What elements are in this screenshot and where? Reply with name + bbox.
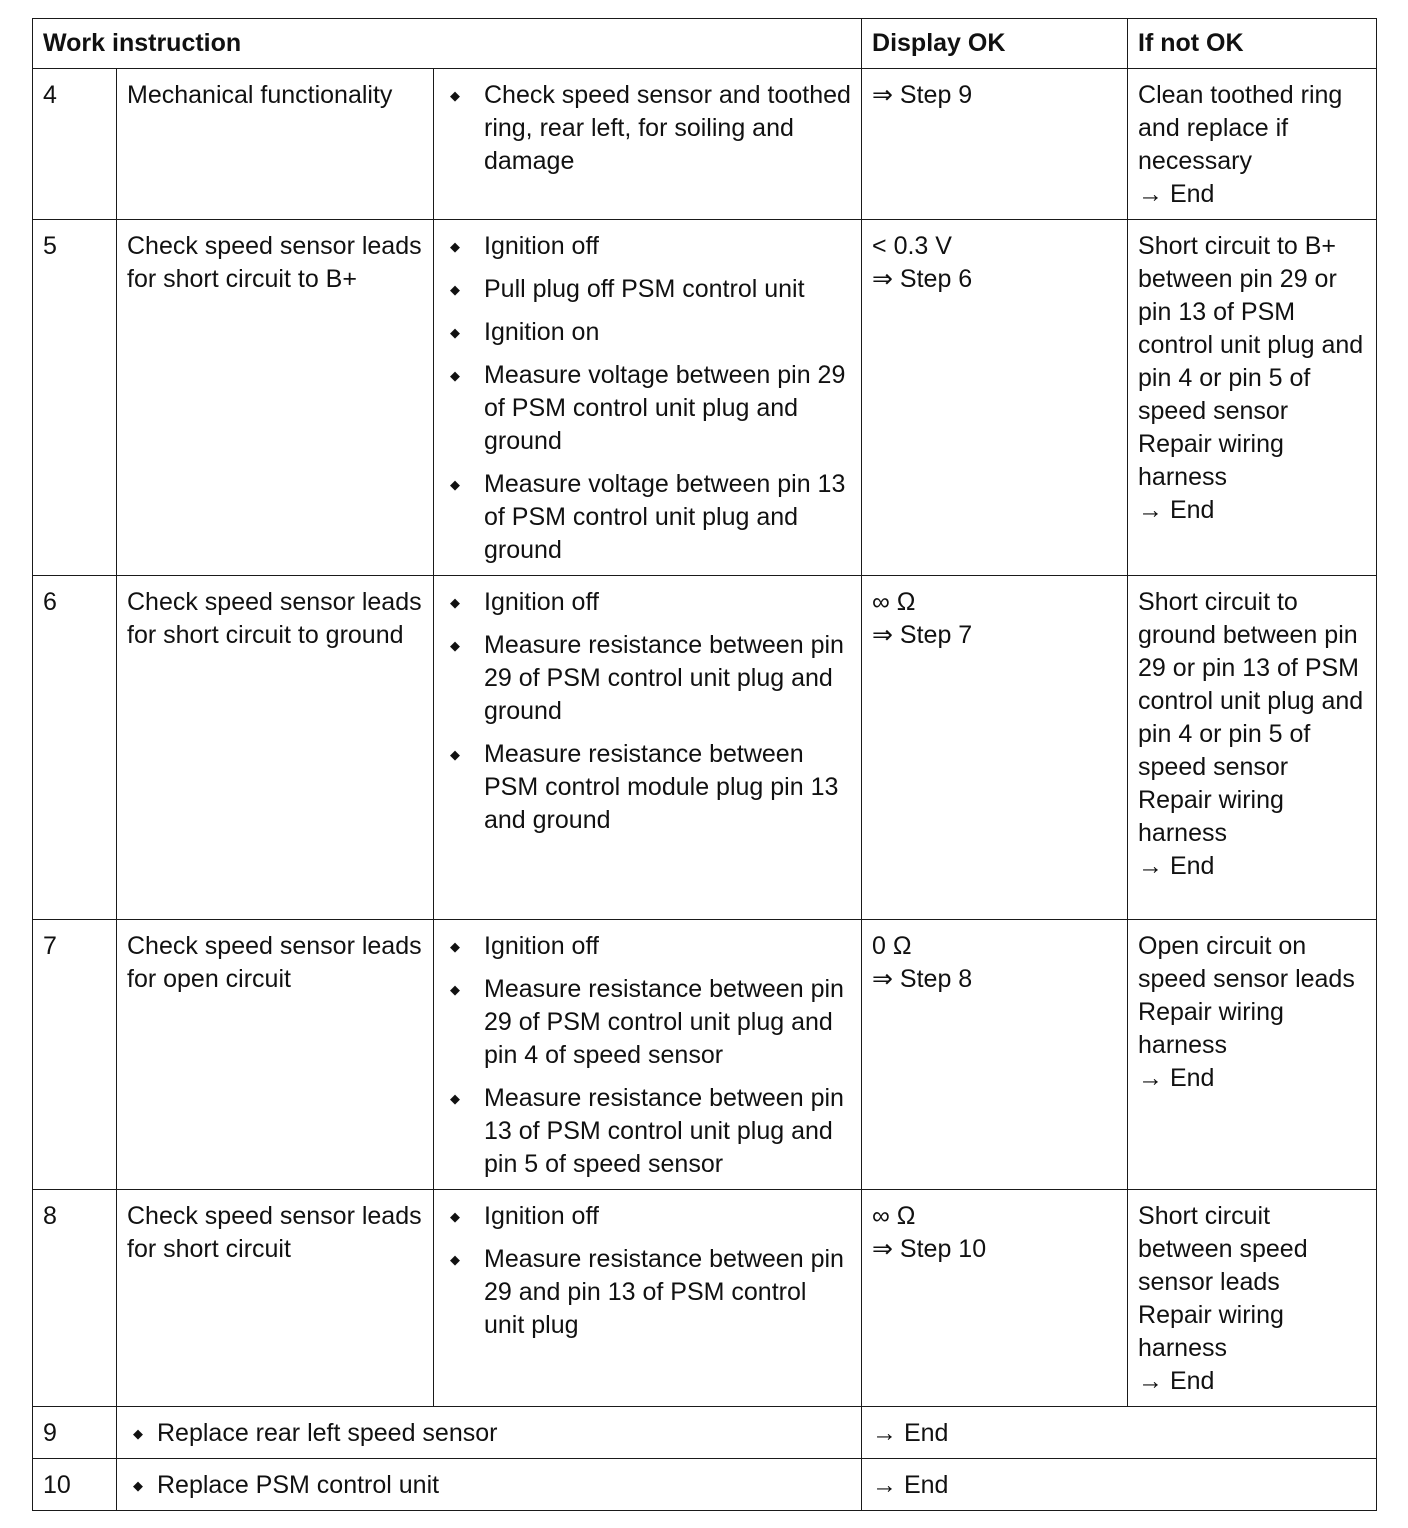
step-title: Check speed sensor leads for short circuit to B+ [117,220,434,576]
if-not-ok-line: Repair wiring harness [1138,998,1284,1059]
table-header-row [33,19,1377,69]
final-instruction: ◆ Replace rear left speed sensor [117,1407,862,1459]
display-ok-line: 0 Ω [872,932,912,960]
table-row [33,1459,1377,1511]
header-display-ok: Display OK [862,19,1128,69]
if-not-ok-line: → End [1138,1064,1215,1092]
bullet-item: ◆ Measure resistance between PSM control module plug pin 13 and ground [444,738,851,837]
step-number: 5 [33,220,117,576]
table-row [33,220,1377,576]
bullet-item: ◆ Ignition off [444,930,851,963]
if-not-ok-cell [1128,576,1377,920]
step-bullets [434,69,862,220]
step-bullets [434,220,862,576]
display-ok-line: ∞ Ω [872,1202,916,1230]
header-work-instruction: Work instruction [33,19,862,69]
if-not-ok-line: Open circuit on speed sensor leads [1138,932,1355,993]
step-number: 9 [33,1407,117,1459]
if-not-ok-line: → End [1138,496,1215,524]
if-not-ok-line: Repair wiring harness [1138,786,1284,847]
step-bullets [434,920,862,1190]
if-not-ok-cell [1128,1190,1377,1407]
display-ok-line: ∞ Ω [872,588,916,616]
step-bullets [434,1190,862,1407]
bullet-item: ◆ Measure resistance between pin 29 of PSM control unit plug and pin 4 of speed sensor [444,973,851,1072]
if-not-ok-line: Repair wiring harness [1138,1301,1284,1362]
display-ok-cell [862,576,1128,920]
bullet-item: ◆ Measure resistance between pin 29 and pin 13 of PSM control unit plug [444,1243,851,1342]
final-result: → End [862,1459,1377,1511]
bullet-item: ◆ Ignition off [444,586,851,619]
header-if-not-ok: If not OK [1128,19,1377,69]
final-result: → End [862,1407,1377,1459]
table-row [33,920,1377,1190]
step-number: 10 [33,1459,117,1511]
step-title: Check speed sensor leads for short circuit to ground [117,576,434,920]
if-not-ok-line: Short circuit between speed sensor leads [1138,1202,1308,1296]
display-ok-line: ⇒ Step 9 [872,81,973,109]
if-not-ok-cell [1128,220,1377,576]
bullet-item: ◆ Measure resistance between pin 29 of PSM control unit plug and ground [444,629,851,728]
display-ok-line: ⇒ Step 7 [872,621,973,649]
display-ok-cell [862,69,1128,220]
display-ok-cell [862,1190,1128,1407]
step-title: Mechanical functionality [117,69,434,220]
if-not-ok-line: Short circuit to ground between pin 29 or pin 13 of PSM control unit plug and pin 4 or pin 5 of speed sensor [1138,588,1364,781]
table-row [33,69,1377,220]
bullet-item: ◆ Check speed sensor and toothed ring, rear left, for soiling and damage [444,79,851,178]
work-instruction-table [32,18,1377,1511]
bullet-item: ◆ Measure voltage between pin 29 of PSM control unit plug and ground [444,359,851,458]
if-not-ok-line: Short circuit to B+ between pin 29 or pin 13 of PSM control unit plug and pin 4 or pin 5 of speed sensor [1138,232,1364,425]
step-title: Check speed sensor leads for short circuit [117,1190,434,1407]
if-not-ok-line: Repair wiring harness [1138,430,1284,491]
if-not-ok-line: → End [1138,852,1215,880]
display-ok-cell [862,920,1128,1190]
step-number: 7 [33,920,117,1190]
step-number: 8 [33,1190,117,1407]
table-row [33,1190,1377,1407]
display-ok-cell [862,220,1128,576]
if-not-ok-line: → End [1138,180,1215,208]
step-number: 4 [33,69,117,220]
display-ok-line: ⇒ Step 6 [872,265,973,293]
display-ok-line: ⇒ Step 8 [872,965,973,993]
if-not-ok-line: → End [1138,1367,1215,1395]
display-ok-line: < 0.3 V [872,232,952,260]
if-not-ok-cell [1128,920,1377,1190]
step-title: Check speed sensor leads for open circuit [117,920,434,1190]
if-not-ok-cell [1128,69,1377,220]
step-number: 6 [33,576,117,920]
if-not-ok-line: Clean toothed ring and replace if necessary [1138,81,1343,175]
step-bullets [434,576,862,920]
bullet-item: ◆ Measure resistance between pin 13 of PSM control unit plug and pin 5 of speed sensor [444,1082,851,1181]
bullet-item: ◆ Ignition off [444,1200,851,1233]
bullet-item: ◆ Measure voltage between pin 13 of PSM control unit plug and ground [444,468,851,567]
table-row [33,576,1377,920]
table-row [33,1407,1377,1459]
bullet-item: ◆ Ignition on [444,316,851,349]
display-ok-line: ⇒ Step 10 [872,1235,987,1263]
final-instruction: ◆ Replace PSM control unit [117,1459,862,1511]
bullet-item: ◆ Ignition off [444,230,851,263]
bullet-item: ◆ Pull plug off PSM control unit [444,273,851,306]
